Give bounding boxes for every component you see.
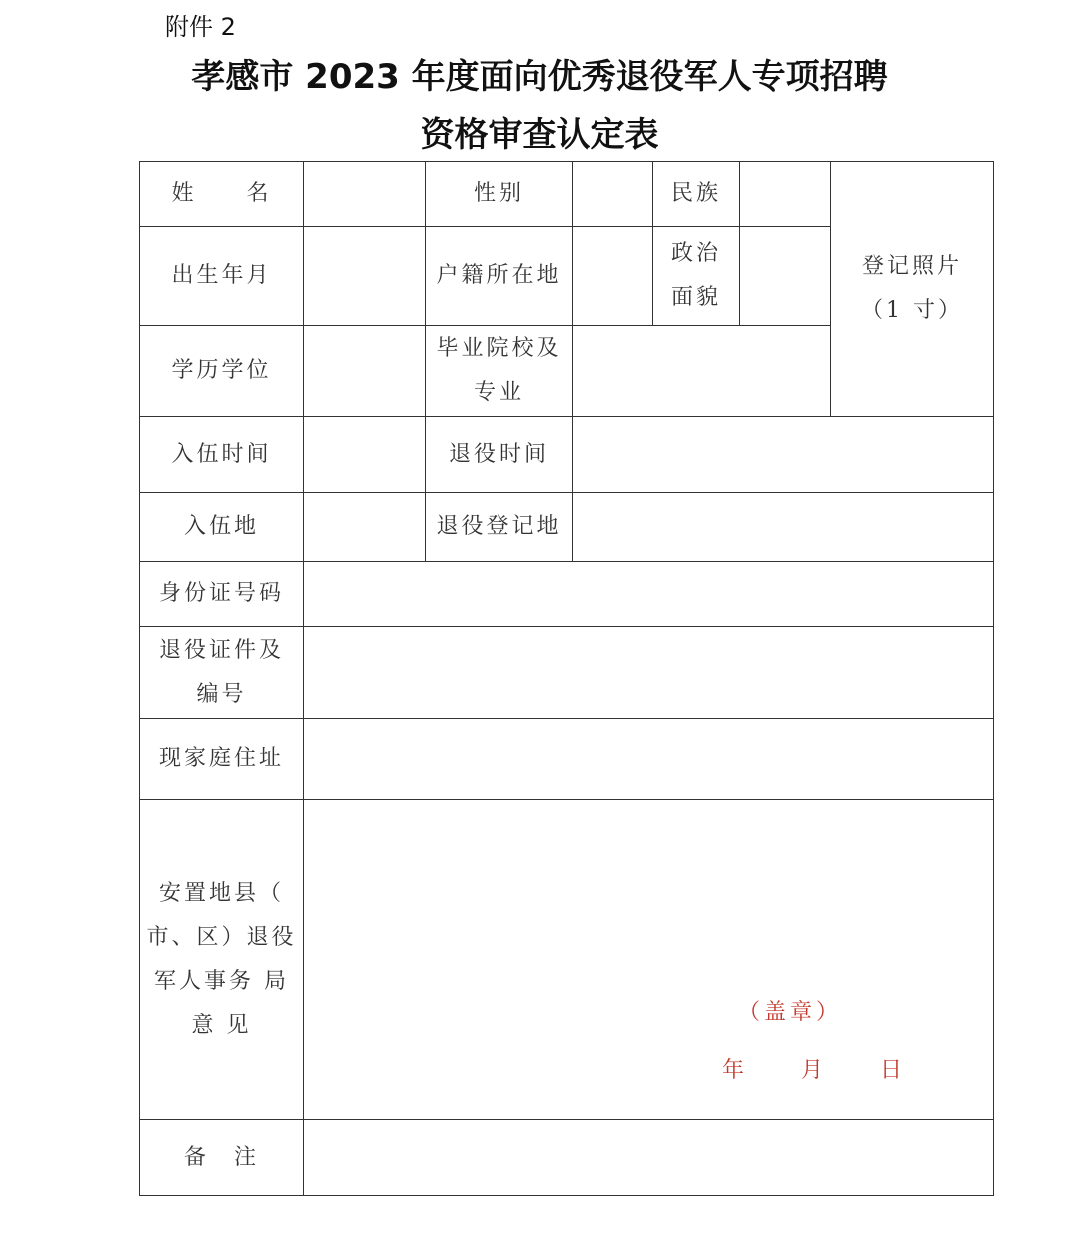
cert-value-cell[interactable] — [304, 627, 994, 719]
opinion-label — [140, 800, 304, 1120]
birth-value-cell[interactable] — [304, 227, 426, 326]
discharge-time-value-cell[interactable] — [573, 417, 994, 493]
date-month-label: 月 — [801, 1058, 827, 1083]
political-label-line2: 面貌 — [670, 285, 721, 310]
photo-label: 登记照片 — [861, 254, 962, 279]
political-label-line1: 政治 — [670, 241, 721, 266]
attachment-label: 附件 2 — [165, 13, 236, 41]
gender-label: 性别 — [426, 162, 573, 227]
table-row — [140, 627, 994, 719]
gender-value-cell[interactable] — [573, 162, 653, 227]
cert-label-line1: 退役证件及 — [158, 637, 284, 663]
political-label — [653, 227, 740, 326]
opinion-label-line1: 安置地县（ — [158, 880, 284, 906]
opinion-label-line3: 军人事务 局 — [154, 968, 289, 994]
table-row — [140, 719, 994, 800]
qualification-form-table — [139, 161, 994, 1196]
opinion-label-line4: 意 见 — [191, 1012, 252, 1038]
hukou-label: 户籍所在地 — [426, 227, 573, 326]
enlist-time-label: 入伍时间 — [140, 417, 304, 493]
enlist-time-value-cell[interactable] — [304, 417, 426, 493]
cert-label — [140, 627, 304, 719]
seal-label: （盖章） — [738, 1000, 843, 1025]
discharge-reg-place-label: 退役登记地 — [426, 493, 573, 562]
table-row — [140, 162, 994, 227]
hukou-value-cell[interactable] — [573, 227, 653, 326]
opinion-value-cell[interactable] — [304, 800, 994, 1120]
ethnicity-value-cell[interactable] — [740, 162, 831, 227]
cert-label-line2: 编号 — [196, 681, 247, 707]
table-row — [140, 493, 994, 562]
table-row — [140, 562, 994, 627]
page-title-line1: 孝感市 2023 年度面向优秀退役军人专项招聘 — [191, 57, 888, 97]
date-year-label: 年 — [722, 1058, 748, 1083]
discharge-time-label: 退役时间 — [426, 417, 573, 493]
table-row — [140, 1120, 994, 1196]
address-value-cell[interactable] — [304, 719, 994, 800]
birth-label: 出生年月 — [140, 227, 304, 326]
id-number-value-cell[interactable] — [304, 562, 994, 627]
enlist-place-value-cell[interactable] — [304, 493, 426, 562]
ethnicity-label: 民族 — [653, 162, 740, 227]
name-label: 姓 名 — [140, 162, 304, 227]
education-label: 学历学位 — [140, 326, 304, 417]
school-label-line1: 毕业院校及 — [436, 336, 562, 361]
name-value-cell[interactable] — [304, 162, 426, 227]
photo-cell[interactable] — [831, 162, 994, 417]
political-value-cell[interactable] — [740, 227, 831, 326]
table-row — [140, 417, 994, 493]
page-title-line2: 资格审查认定表 — [420, 115, 659, 155]
school-label-line2: 专业 — [473, 380, 524, 405]
school-label — [426, 326, 573, 417]
enlist-place-label: 入伍地 — [140, 493, 304, 562]
school-value-cell[interactable] — [573, 326, 831, 417]
discharge-reg-place-value-cell[interactable] — [573, 493, 994, 562]
opinion-label-line2: 市、区）退役 — [146, 924, 297, 950]
remarks-label: 备 注 — [140, 1120, 304, 1196]
table-row — [140, 800, 994, 1120]
seal-area — [304, 800, 993, 1119]
photo-size-label: （1 寸） — [861, 298, 963, 323]
date-line — [722, 1056, 905, 1086]
remarks-value-cell[interactable] — [304, 1120, 994, 1196]
id-number-label: 身份证号码 — [140, 562, 304, 627]
address-label: 现家庭住址 — [140, 719, 304, 800]
date-day-label: 日 — [880, 1058, 906, 1083]
education-value-cell[interactable] — [304, 326, 426, 417]
